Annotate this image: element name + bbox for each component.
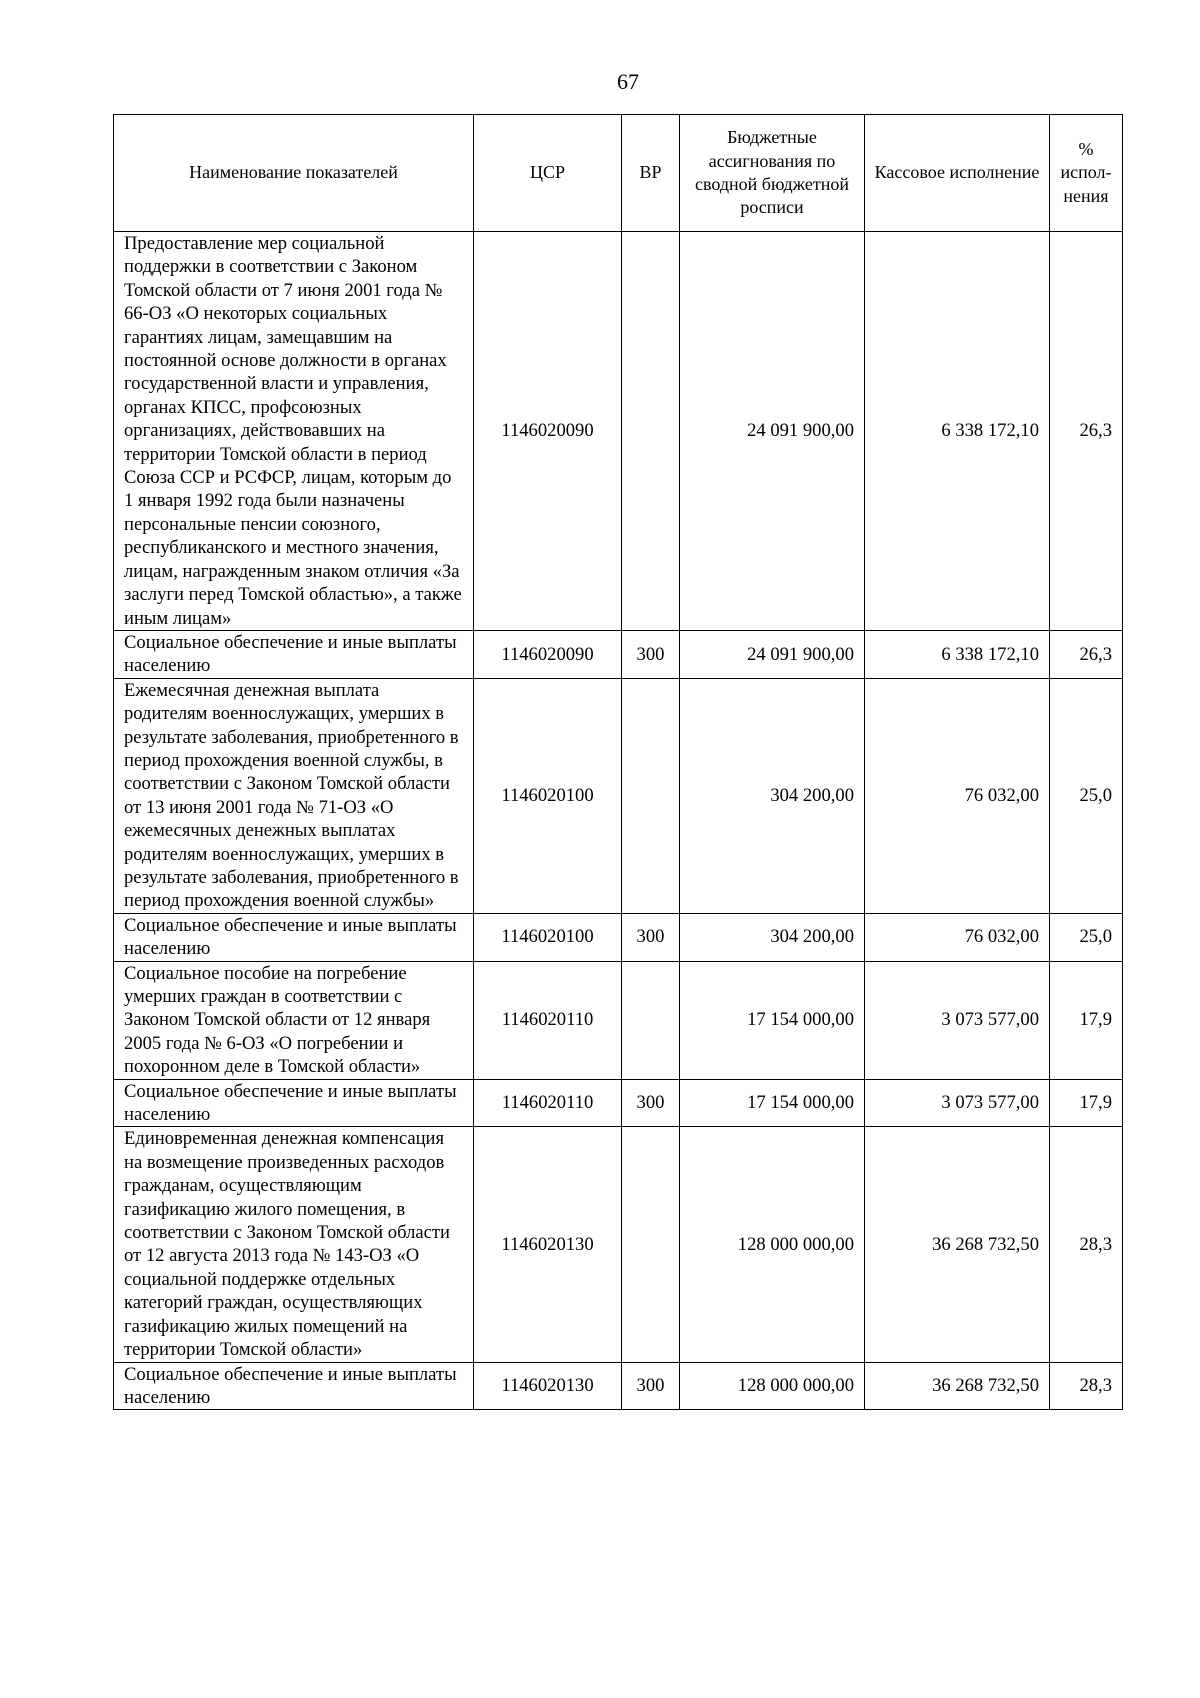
cell-vr: [622, 678, 680, 913]
cell-vr: 300: [622, 630, 680, 678]
header-csr: ЦСР: [474, 115, 622, 232]
cell-cash: 36 268 732,50: [865, 1362, 1050, 1410]
cell-percent: 25,0: [1050, 913, 1123, 961]
header-cash: Кассовое исполнение: [865, 115, 1050, 232]
cell-budget: 304 200,00: [680, 913, 865, 961]
cell-percent: 26,3: [1050, 232, 1123, 631]
cell-csr: 1146020130: [474, 1127, 622, 1362]
table-header-row: [114, 115, 1123, 232]
table-row: [114, 630, 1123, 678]
cell-vr: [622, 961, 680, 1079]
cell-cash: 36 268 732,50: [865, 1127, 1050, 1362]
table-row: [114, 961, 1123, 1079]
cell-budget: 24 091 900,00: [680, 630, 865, 678]
cell-csr: 1146020110: [474, 1079, 622, 1127]
header-vr: ВР: [622, 115, 680, 232]
budget-execution-table: [113, 114, 1123, 1410]
cell-name: Ежемесячная денежная выплата родителям военнослужащих, умерших в результате заболевания, приобретенного в период прохождения военной службы, в соответствии с Законом Томской области от 13 июня 2001 года № 71-ОЗ «О ежемесячных денежных выплатах родителям военнослужащих, умерших в результате заболевания, приобретенного в период прохождения военной службы»: [114, 678, 474, 913]
cell-vr: 300: [622, 1362, 680, 1410]
cell-csr: 1146020090: [474, 232, 622, 631]
cell-budget: 128 000 000,00: [680, 1127, 865, 1362]
cell-csr: 1146020110: [474, 961, 622, 1079]
header-budget: Бюджетные ассигнования по сводной бюджетной росписи: [680, 115, 865, 232]
table-row: [114, 1127, 1123, 1362]
cell-vr: 300: [622, 913, 680, 961]
cell-name: Социальное обеспечение и иные выплаты населению: [114, 913, 474, 961]
cell-name: Социальное обеспечение и иные выплаты населению: [114, 630, 474, 678]
cell-csr: 1146020130: [474, 1362, 622, 1410]
cell-cash: 6 338 172,10: [865, 232, 1050, 631]
cell-budget: 24 091 900,00: [680, 232, 865, 631]
cell-name: Социальное пособие на погребение умерших граждан в соответствии с Законом Томской области от 12 января 2005 года № 6-ОЗ «О погребении и похоронном деле в Томской области»: [114, 961, 474, 1079]
cell-cash: 3 073 577,00: [865, 1079, 1050, 1127]
table-row: [114, 232, 1123, 631]
cell-name: Предоставление мер социальной поддержки в соответствии с Законом Томской области от 7 июня 2001 года № 66-ОЗ «О некоторых социальных гарантиях лицам, замещавшим на постоянной основе должности в органах государственной власти и управления, органах КПСС, профсоюзных организациях, действовавших на территории Томской области в период Союза ССР и РСФСР, лицам, которым до 1 января 1992 года были назначены персональные пенсии союзного, республиканского и местного значения, лицам, награжденным знаком отличия «За заслуги перед Томской областью», а также иным лицам»: [114, 232, 474, 631]
cell-percent: 26,3: [1050, 630, 1123, 678]
cell-percent: 28,3: [1050, 1362, 1123, 1410]
cell-vr: [622, 232, 680, 631]
cell-cash: 3 073 577,00: [865, 961, 1050, 1079]
cell-percent: 17,9: [1050, 1079, 1123, 1127]
cell-percent: 28,3: [1050, 1127, 1123, 1362]
header-percent: % испол-нения: [1050, 115, 1123, 232]
cell-budget: 304 200,00: [680, 678, 865, 913]
cell-vr: [622, 1127, 680, 1362]
cell-cash: 76 032,00: [865, 913, 1050, 961]
cell-cash: 6 338 172,10: [865, 630, 1050, 678]
cell-name: Единовременная денежная компенсация на возмещение произведенных расходов гражданам, осуществляющим газификацию жилого помещения, в соответствии с Законом Томской области от 12 августа 2013 года № 143-ОЗ «О социальной поддержке отдельных категорий граждан, осуществляющих газификацию жилых помещений на территории Томской области»: [114, 1127, 474, 1362]
page-number: 67: [617, 69, 639, 94]
table-row: [114, 913, 1123, 961]
cell-csr: 1146020100: [474, 913, 622, 961]
table-row: [114, 678, 1123, 913]
cell-percent: 17,9: [1050, 961, 1123, 1079]
header-name: Наименование показателей: [114, 115, 474, 232]
cell-vr: 300: [622, 1079, 680, 1127]
cell-budget: 17 154 000,00: [680, 1079, 865, 1127]
cell-cash: 76 032,00: [865, 678, 1050, 913]
cell-csr: 1146020100: [474, 678, 622, 913]
cell-budget: 128 000 000,00: [680, 1362, 865, 1410]
table-row: [114, 1362, 1123, 1410]
cell-name: Социальное обеспечение и иные выплаты населению: [114, 1362, 474, 1410]
cell-name: Социальное обеспечение и иные выплаты населению: [114, 1079, 474, 1127]
cell-csr: 1146020090: [474, 630, 622, 678]
table-row: [114, 1079, 1123, 1127]
cell-percent: 25,0: [1050, 678, 1123, 913]
cell-budget: 17 154 000,00: [680, 961, 865, 1079]
